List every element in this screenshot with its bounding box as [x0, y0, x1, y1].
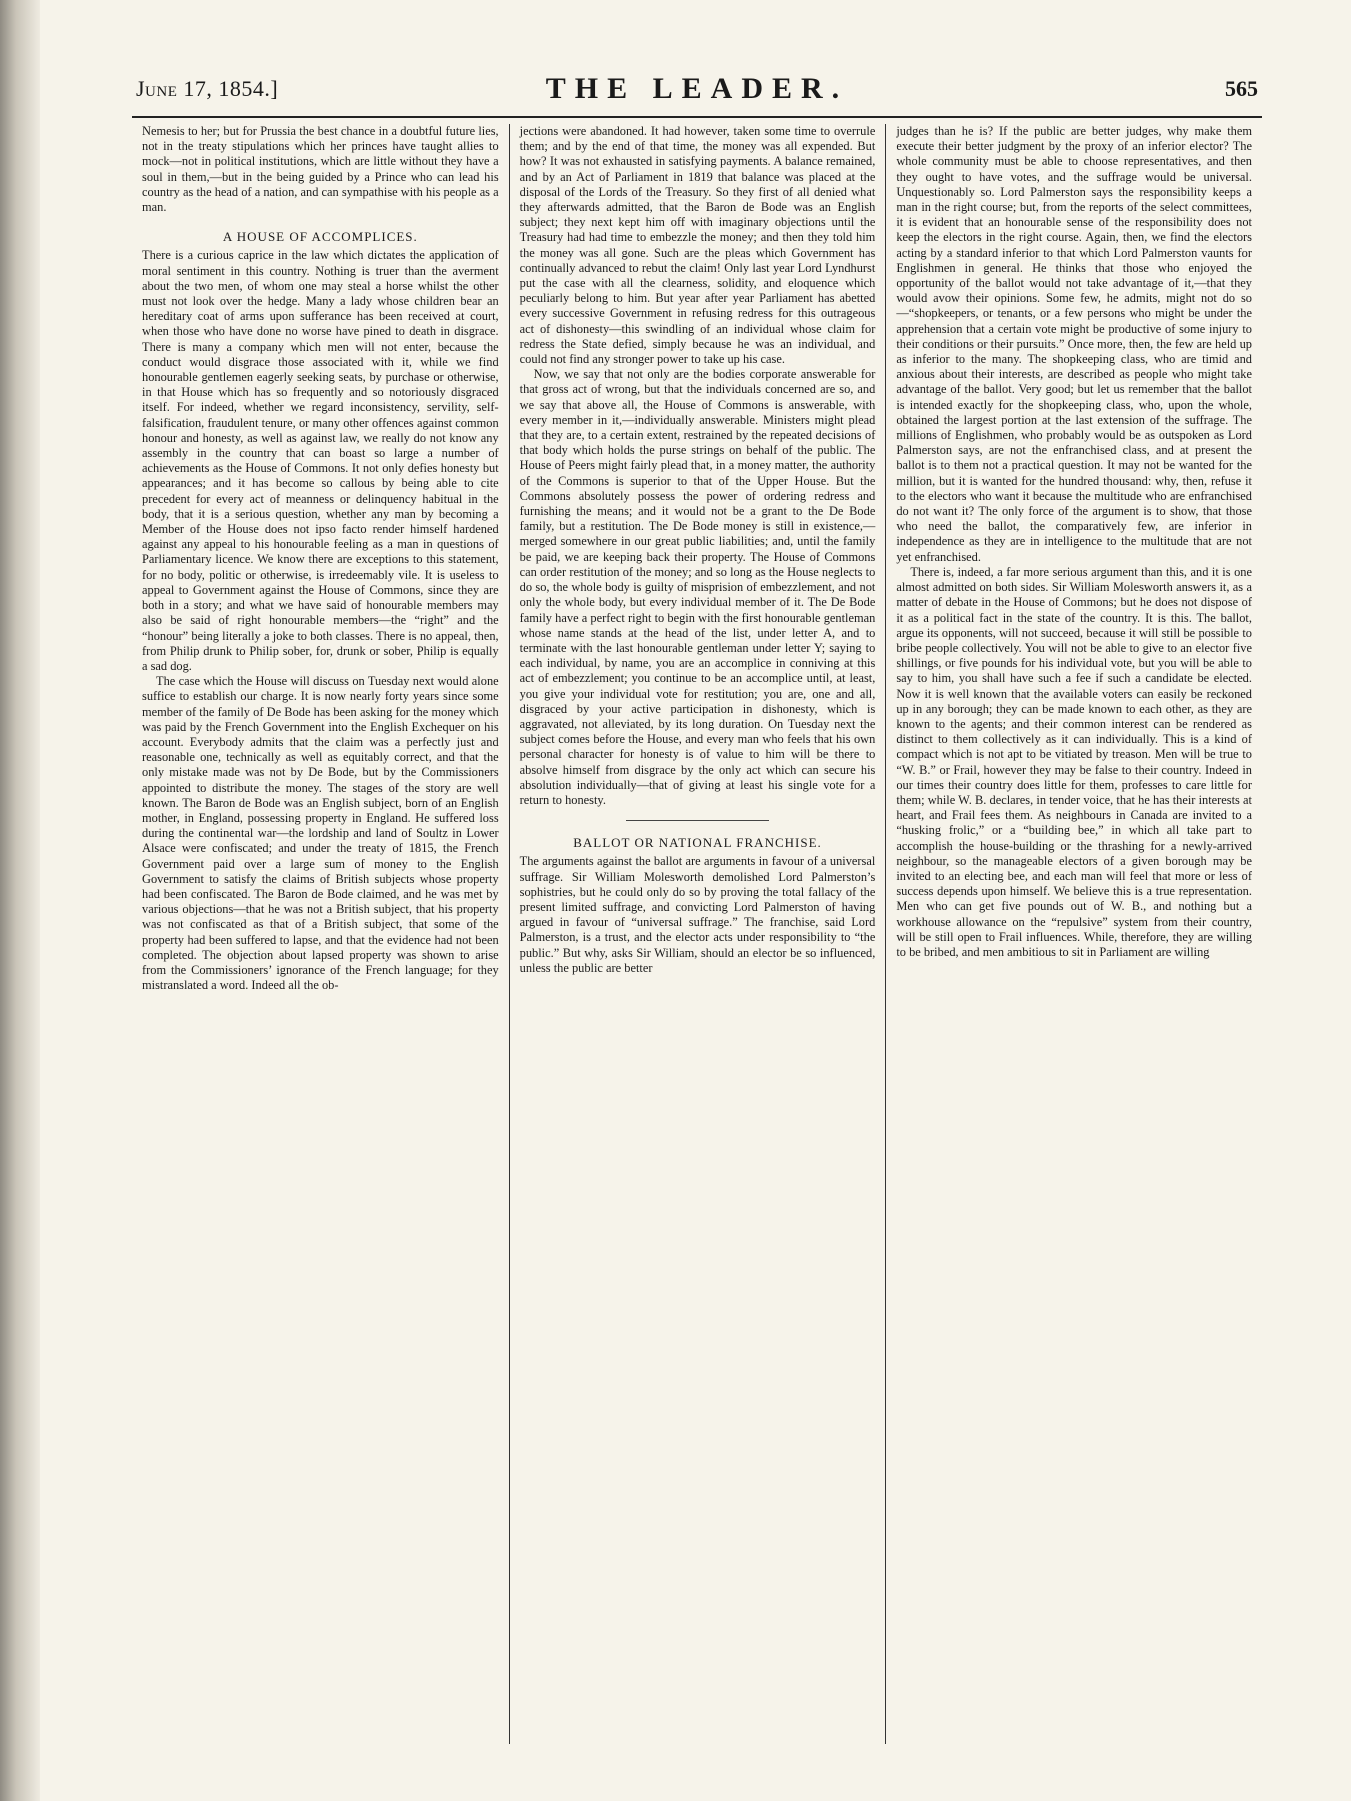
column-1	[132, 124, 509, 1744]
newspaper-page	[132, 72, 1262, 1772]
page-binding-edge	[0, 0, 40, 1801]
section-divider	[626, 820, 768, 821]
masthead-rule	[132, 116, 1262, 118]
paragraph: There is a curious caprice in the law which dictates the application of moral sentiment in this country. Nothing is truer than the averment about the two men, of whom one may steal a horse whilst the other must not look over the hedge. Many a lady whose children bear an hereditary coat of arms upon sufferance has been received at court, when those who have done no worse have pined to death in disgrace. There is many a company which men will not enter, because the conduct would disgrace those associated with it, while we find honourable gentlemen eagerly seeking seats, by purchase or otherwise, in that House which has so frequently and so notoriously disgraced itself. For indeed, whether we regard inconsistency, servility, self-falsification, fraudulent tenure, or many other offences against common honour and honesty, as well as against law, we really do not know any assembly in the country that can boast so large a number of achievements as the House of Commons. It not only defies honesty but appearances; and it has become so callous by being able to cite precedent for every act of meanness or delinquency habitual in the body, that it is a serious question, whether any man by becoming a Member of the House does not ipso facto render himself hardened against any appeal to his honourable feeling as a man in questions of Parliamentary licence. We know there are exceptions to this statement, for no body, politic or otherwise, is irredeemably vile. It is useless to appeal to Government against the House of Commons, since they are both in a story; and what we have said of honourable members may also be said of right honourable members—the “right” and the “honour” being literally a joke to both classes. There is no appeal, then, from Philip drunk to Philip sober, for, drunk or sober, Philip is equally a sad dog.	[142, 248, 499, 673]
article-columns	[132, 124, 1262, 1744]
paragraph: The case which the House will discuss on Tuesday next would alone suffice to establish our charge. It is now nearly forty years since some member of the family of De Bode has been asking for the money which was paid by the French Government into the English Exchequer on his account. Everybody admits that the claim was a perfectly just and reasonable one, technically as well as equitably correct, and that the only mistake made was not by De Bode, but by the Commissioners appointed to distribute the money. The stages of the story are well known. The Baron de Bode was an English subject, born of an English mother, in England, possessing property in England. He suffered loss during the continental war—the lordship and land of Soultz in Lower Alsace were confiscated; and under the treaty of 1815, the French Government paid over a large sum of money to the English Government to satisfy the claims of British subjects whose property had been confiscated. The Baron de Bode claimed, and he was met by various objections—that he was not a British subject, that his property was not confiscated as that of a British subject, that some of the property had been suffered to lapse, and that the evidence had not been completed. The objection about lapsed property was shown to arise from the Commissioners’ ignorance of the French language; for they mistranslated a word. Indeed all the ob-	[142, 674, 499, 993]
paragraph: The arguments against the ballot are arguments in favour of a universal suffrage. Sir William Molesworth demolished Lord Palmerston’s sophistries, but he could only do so by proving the total fallacy of the present limited suffrage, and convicting Lord Palmerston of having argued in favour of “universal suffrage.” The franchise, said Lord Palmerston, is a trust, and the elector acts under responsibility to “the public.” But why, asks Sir William, should an elector be so influenced, unless the public are better	[519, 854, 876, 975]
page-number: 565	[1225, 76, 1258, 101]
paragraph: jections were abandoned. It had however, taken some time to overrule them; and by the end of that time, the money was all expended. But how? It was not exhausted in satisfying payments. A balance remained, and by an Act of Parliament in 1819 that balance was placed at the disposal of the Lords of the Treasury. So they first of all denied what they afterwards admitted, that the Baron de Bode was an English subject; they next kept him off with imaginary objections until the Treasury had had time to embezzle the money; and then they told him the money was all gone. Such are the pleas which Government has continually advanced to rebut the claim! Only last year Lord Lyndhurst put the case with all the clearness, solidity, and eloquence which peculiarly belong to him. But year after year Parliament has abetted every successive Government in refusing redress for this outrageous act of dishonesty—this swindling of an individual whose claim for redress the State defied, simply because he was an individual, and could not find any stronger power to take up his case.	[519, 124, 876, 367]
section-heading: BALLOT OR NATIONAL FRANCHISE.	[573, 835, 822, 851]
paragraph: Now, we say that not only are the bodies corporate answerable for that gross act of wrong, but that the individuals concerned are so, and we say that above all, the House of Commons is answerable, with every member in it,—individually answerable. Ministers might plead that they are, to a certain extent, restrained by the repeated decisions of that body which holds the purse strings on behalf of the public. The House of Peers might fairly plead that, in a money matter, the authority of the Commons is superior to that of the Upper House. But the Commons absolutely possess the power of ordering redress and furnishing the means; and it would not be a grant to the De Bode family, but a restitution. The De Bode money is still in existence,—merged somewhere in our great public liabilities; and, until the family be paid, we are keeping back their property. The House of Commons can order restitution of the money; and so long as the House neglects to do so, the whole body is guilty of misprision of embezzlement, and not only the whole body, but every individual member of it. The De Bode family have a perfect right to begin with the first honourable gentleman whose name stands at the head of the list, under letter A, and to terminate with the last honourable gentleman under letter Y; saying to each individual, by name, you are an accomplice in conniving at this act of embezzlement; you continue to be an accomplice until, at least, you give your individual vote for restitution; you are, one and all, disgraced by your active participation in dishonesty, which is aggravated, not alleviated, by its long duration. On Tuesday next the subject comes before the House, and every man who feels that his own personal character for honesty is of value to him will be there to absolve himself from disgrace by the only act which can secure his absolution individually—that of giving at least his single vote for a return to honesty.	[519, 367, 876, 807]
issue-date: June 17, 1854.]	[136, 76, 279, 101]
column-3	[885, 124, 1262, 1744]
paragraph: judges than he is? If the public are better judges, why make them execute their better judgment by the proxy of an inferior elector? The whole community must be able to choose representatives, and then they ought to have votes, and the suffrage would be universal. Unquestionably so. Lord Palmerston says the responsibility keeps a man in the right course; but, from the reports of the select committees, it is evident that an honourable sense of the responsibility does not keep the electors in the right course. Again, then, we find the electors acting by a standard inferior to that which Lord Palmerston vaunts for Englishmen in general. He thinks that those who enjoyed the opportunity of the ballot would not take advantage of it,—that they would avow their opinions. Some few, he admits, might not do so—“shopkeepers, or tenants, or a few persons who might be under the apprehension that a certain vote might be productive of some injury to their conditions or their pursuits.” Once more, then, the few are held up as inferior to the many. The shopkeeping class, who are timid and anxious about their interests, are described as people who might take advantage of the ballot. Very good; but let us remember that the ballot is intended exactly for the shopkeeping class, who, upon the whole, obtained the largest portion at the last extension of the suffrage. The millions of Englishmen, who probably would be as outspoken as Lord Palmerston says, are not the enfranchised class, and at present the ballot is to them not a practical question. It may not be wanted for the million, but it is wanted for the hundred thousand: why, then, refuse it to the electors who want it because the multitude who are enfranchised do not want it? The only force of the argument is to show, that those who need the ballot, the comparatively few, are inferior in independence as they are in intelligence to the multitude that are not yet enfranchised.	[896, 124, 1252, 564]
paragraph: There is, indeed, a far more serious argument than this, and it is one almost admitted on both sides. Sir William Molesworth answers it, as a matter of debate in the House of Commons; but he does not dispose of it as a political fact in the state of the country. It is this. The ballot, argue its opponents, will not succeed, because it will still be possible to bribe people collectively. You will not be able to give to an elector five shillings, or five pounds for his individual vote, but you will be able to say to him, you shall have such a fee if such a candidate be elected. Now it is well known that the available voters can easily be reckoned up in any borough; they can be made known to each other, as they are known to the agents; and their common interest can be rendered as distinct to them collectively as it can individually. This is a kind of compact which is not apt to be vitiated by treason. Men will be true to “W. B.” or Frail, however they may be false to their country. Indeed in our times their country does little for them, professes to care little for them; while W. B. declares, in tender voice, that he has their interests at heart, and Frail fees them. As neighbours in Canada are invited to a “husking frolic,” or a “building bee,” in which all take part to accomplish the house-building or the thrashing for a newly-arrived neighbour, so the manageable electors of a given borough may be invited to an electing bee, and each man will feel that more or less of success depends upon himself. We believe this is a true representation. Men who can get five pounds out of W. B., and nothing but a workhouse allowance on the “repulsive” system from their country, will be still open to Frail influences. While, therefore, they are willing to be bribed, and men ambitious to sit in Parliament are willing	[896, 564, 1252, 959]
paragraph: Nemesis to her; but for Prussia the best chance in a doubtful future lies, not in the treaty stipulations which her princes have taught allies to mock—not in political institutions, which are little without they have a soul in them,—but in the being guided by a Prince who can lead his country as the head of a nation, and can sympathise with his people as a man.	[142, 124, 499, 215]
masthead	[132, 72, 1262, 116]
column-2	[509, 124, 886, 1744]
publication-title: THE LEADER.	[545, 72, 849, 105]
section-heading: A HOUSE OF ACCOMPLICES.	[222, 229, 418, 245]
